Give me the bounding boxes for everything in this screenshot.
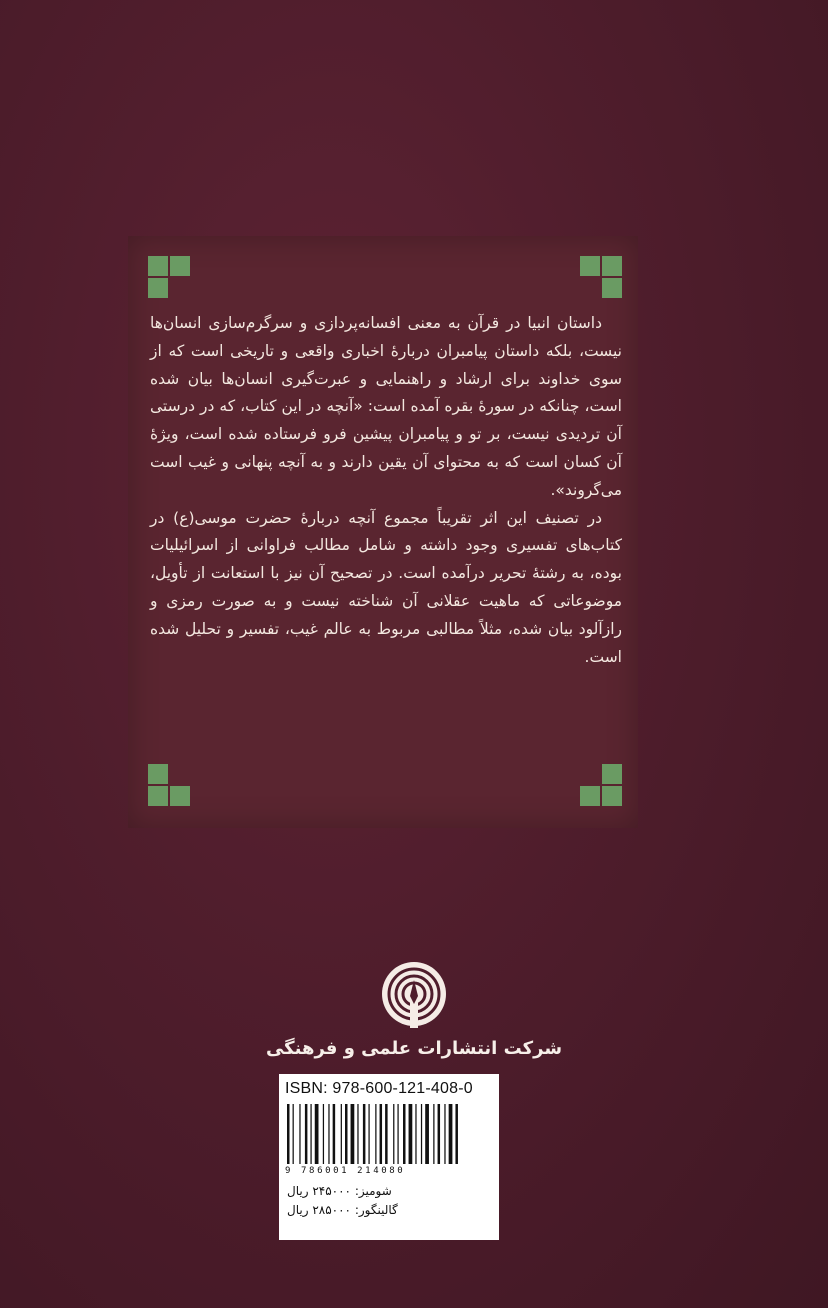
price-hardcover: گالینگور: ۲۸۵۰۰۰ ریال — [287, 1203, 398, 1217]
corner-ornament-icon — [148, 764, 192, 808]
publisher-name: شرکت انتشارات علمی و فرهنگی — [265, 1038, 563, 1059]
publisher-emblem-icon — [380, 960, 448, 1028]
price-paperback: شومیز: ۲۴۵۰۰۰ ریال — [287, 1184, 392, 1198]
description-text — [150, 310, 622, 671]
barcode-label — [279, 1074, 499, 1240]
corner-ornament-icon — [148, 256, 192, 300]
description-panel — [128, 236, 638, 828]
description-paragraph: در تصنیف این اثر تقریباً مجموع آنچه دربارهٔ حضرت موسی(ع) در کتاب‌های تفسیری وجود داشته و شامل مطالب فراوانی از اسرائیلیات بوده، به رشتهٔ تحریر درآمده است. در تصحیح آن نیز با استعانت از تأویل، موضوعاتی که ماهیت عقلانی آن شناخته نیست و به صورت رمزی و رازآلود بیان شده، مثلاً مطالبی مربوط به عالم غیب، تفسیر و تحلیل شده است. — [150, 508, 622, 666]
corner-ornament-icon — [580, 764, 624, 808]
corner-ornament-icon — [580, 256, 624, 300]
isbn-text: ISBN: 978-600-121-408-0 — [285, 1080, 473, 1097]
description-paragraph: داستان انبیا در قرآن به معنی افسانه‌پردازی و سرگرم‌سازی انسان‌ها نیست، بلکه داستان پیامبران دربارهٔ اخباری واقعی و تاریخی است که از سوی خداوند برای ارشاد و راهنمایی و عبرت‌گیری انسان‌ها بیان شده است، چنانکه در سورهٔ بقره آمده است: «آنچه در این کتاب، که در درستی آن تردیدی نیست، بر تو و پیامبران پیشین فرو فرستاده شده است، ویژهٔ آن کسان است که به محتوای آن یقین دارند و به آنچه پنهانی و غیب است می‌گروند». — [150, 314, 622, 499]
ean-digits: 9 786001 214080 — [285, 1166, 406, 1176]
barcode-icon — [287, 1104, 491, 1164]
